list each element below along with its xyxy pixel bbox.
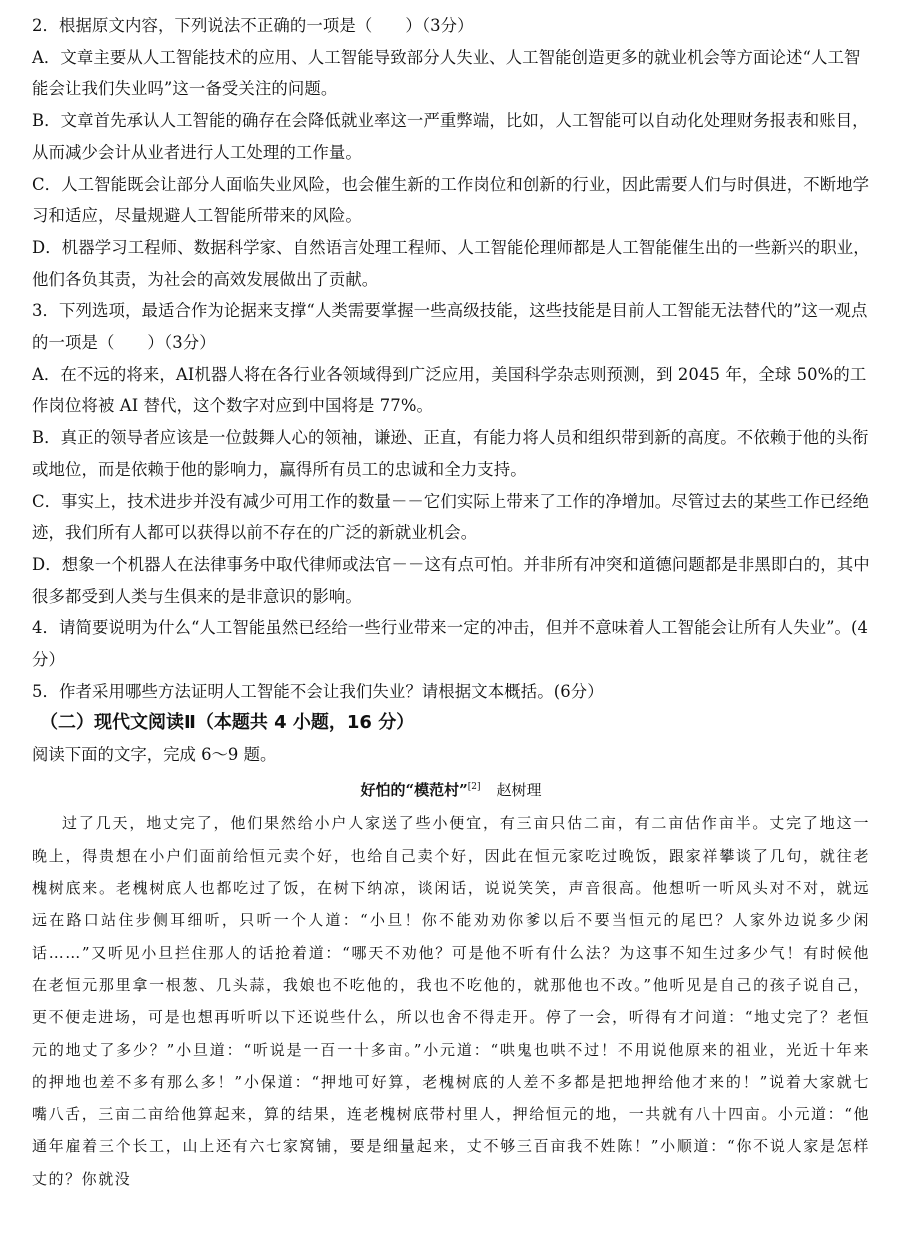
question-3-option-b: B．真正的领导者应该是一位鼓舞人心的领袖，谦逊、正直，有能力将人员和组织带到新的高度。不依赖于他的头衔或地位，而是依赖于他的影响力，赢得所有员工的忠诚和全力支持。 — [32, 428, 869, 479]
section-heading: （二）现代文阅读Ⅱ（本题共 4 小题，16 分） — [40, 712, 415, 734]
question-3-option-a: A．在不远的将来，AI机器人将在各行业各领域得到广泛应用，美国科学杂志则预测，到 2045 年，全球 50%的工作岗位将被 AI 替代，这个数字对应到中国将是 77%。 — [32, 364, 867, 416]
section-instruction: 阅读下面的文字，完成 6～9 题。 — [32, 745, 277, 765]
footnote-marker: [2] — [467, 782, 481, 793]
story-author: 赵树理 — [496, 781, 542, 800]
question-3-option-c: C．事实上，技术进步并没有减少可用工作的数量－－它们实际上带来了工作的净增加。尽管过去的某些工作已经绝迹，我们所有人都可以获得以前不存在的广泛的新就业机会。 — [32, 491, 870, 543]
question-2 — [32, 10, 870, 295]
question-2-option-d: D．机器学习工程师、数据科学家、自然语言处理工程师、人工智能伦理师都是人工智能催生出的一些新兴的职业，他们各负其责，为社会的高效发展做出了贡献。 — [32, 237, 870, 289]
question-3-stem: 3．下列选项，最适合作为论据来支撑“人类需要掌握一些高级技能，这些技能是目前人工智能无法替代的”这一观点的一项是（ ）（3分） — [32, 301, 868, 353]
question-4: 4．请简要说明为什么“人工智能虽然已经给一些行业带来一定的冲击，但并不意味着人工智能会让所有人失业”。(4分） — [32, 618, 869, 670]
question-2-option-b: B．文章首先承认人工智能的确存在会降低就业率这一严重弊端，比如，人工智能可以自动化处理财务报表和账目，从而减少会计从业者进行人工处理的工作量。 — [32, 111, 869, 162]
story-title: 好怕的“模范村” — [360, 781, 468, 800]
story-body: 过了几天，地丈完了，他们果然给小户人家送了些小便宜，有三亩只估二亩，有二亩估作亩半。丈完了地这一晚上，得贵想在小户们面前给恒元卖个好，也给自己卖个好，因此在恒元家吃过晚饭，跟家祥攀谈了几句，就往老槐树底来。老槐树底人也都吃过了饭，在树下纳凉，谈闲话，说说笑笑，声音很高。他想听一听风头对不对，就远远在路口站住步侧耳细听，只听一个人道：“小旦！你不能劝劝你爹以后不要当恒元的尾巴？人家外边说多少闲话……”又听见小旦拦住那人的话抢着道：“哪天不劝他？可是他不听有什么法？为这事不知生过多少气！有时候他在老恒元那里拿一根葱、几头蒜，我娘也不吃他的，我也不吃他的，就那他也不改。”他听见是自己的孩子说自己，更不便走进场，可是也想再听听以下还说些什么，所以也舍不得走开。停了一会，听得有才问道：“地丈完了？老恒元的地丈了多少？”小旦道：“听说是一百一十多亩。”小元道：“哄鬼也哄不过！不用说他原来的祖业，光近十年来的押地也差不多有那么多！”小保道：“押地可好算，老槐树底的人差不多都是把地押给他才来的！”说着大家就七嘴八舌，三亩二亩给他算起来，算的结果，连老槐树底带村里人，押给恒元的地，一共就有八十四亩。小元道：“他通年雇着三个长工，山上还有六七家窝铺，要是细量起来，丈不够三百亩我不姓陈！”小顺道：“你不说人家是怎样丈的？你就没 — [32, 814, 870, 1188]
question-2-option-c: C．人工智能既会让部分人面临失业风险，也会催生新的工作岗位和创新的行业，因此需要人们与时俱进，不断地学习和适应，尽量规避人工智能所带来的风险。 — [32, 174, 870, 226]
question-2-option-a: A．文章主要从人工智能技术的应用、人工智能导致部分人失业、人工智能创造更多的就业机会等方面论述“人工智能会让我们失业吗”这一备受关注的问题。 — [32, 47, 861, 99]
question-5: 5．作者采用哪些方法证明人工智能不会让我们失业？请根据文本概括。(6分） — [32, 681, 604, 701]
story-title-line — [32, 770, 870, 807]
question-3 — [32, 295, 870, 612]
question-3-option-d: D．想象一个机器人在法律事务中取代律师或法官－－这有点可怕。并非所有冲突和道德问题都是非黑即白的，其中很多都受到人类与生俱来的是非意识的影响。 — [32, 554, 870, 606]
question-2-stem: 2．根据原文内容，下列说法不正确的一项是（ ）（3分） — [32, 16, 474, 35]
